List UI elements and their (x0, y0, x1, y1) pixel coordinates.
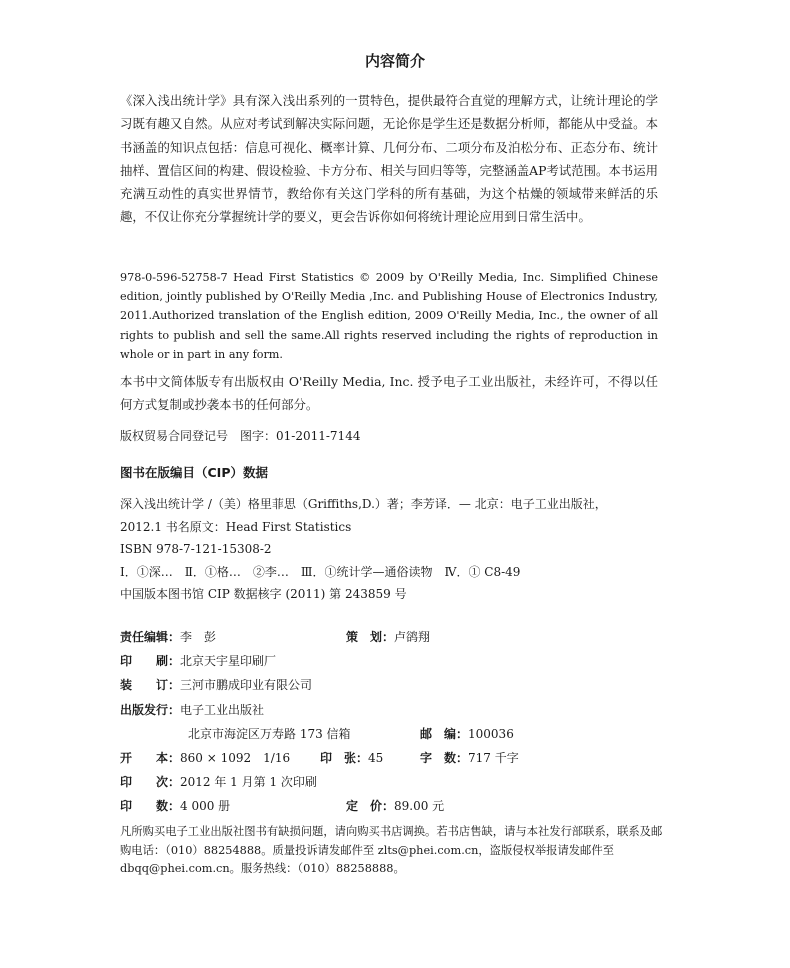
price-value: 89.00 元 (394, 799, 445, 814)
info-row-printer (120, 652, 680, 676)
cip-line: 2012.1 书名原文：Head First Statistics (120, 519, 352, 534)
cip-heading: 图书在版编目（CIP）数据 (120, 465, 268, 480)
binder-value: 三河市鹏成印业有限公司 (180, 678, 313, 693)
planner-value: 卢鹆翔 (394, 630, 431, 644)
info-row-edition (120, 773, 680, 797)
info-row-editor (120, 628, 680, 652)
copyright-notice-english: 978-0-596-52758-7 Head First Statistics © 2009 by O'Reilly Media, Inc. Simplified Chinese edition, jointly published by O'Reilly Media ,Inc. and Publishing House of Electronics Industry, 2011.Authorized translation of the English edition, 2009 O'Reilly Media, Inc., the owner of all rights to publish and sell the same.All rights reserved including the rights of reproduction in whole or in part in any form. (120, 271, 658, 361)
binder-label: 装 订： (120, 678, 181, 693)
page-title: 内容简介 (364, 52, 425, 70)
cip-line: 深入浅出统计学 /（美）格里菲思（Griffiths,D.）著；李芳译．— 北京：电子工业出版社， (120, 497, 607, 511)
edition-value: 2012 年 1 月第 1 次印刷 (180, 775, 317, 790)
info-row-format (120, 749, 680, 773)
info-row-address (120, 725, 680, 749)
contract-registration: 版权贸易合同登记号 图字：01-2011-7144 (120, 429, 361, 443)
address-value: 北京市海淀区万寿路 173 信箱 (188, 726, 351, 741)
cip-data (120, 493, 668, 606)
intro-paragraph: 《深入浅出统计学》具有深入浅出系列的一贯特色，提供最符合直觉的理解方式，让统计理论的学习既有趣又自然。从应对考试到解决实际问题，无论你是学生还是数据分析师，都能从中受益。本书涵盖的知识点包括：信息可视化、概率计算、几何分布、二项分布及泊松分布、正态分布、统计抽样、置信区间的构建、假设检验、卡方分布、相关与回归等等，完整涵盖AP考试范围。本书运用充满互动性的真实世界情节，教给你有关这门学科的所有基础，为这个枯燥的领域带来鲜活的乐趣，不仅让你充分掌握统计学的要义，更会告诉你如何将统计理论应用到日常生活中。 (120, 93, 658, 225)
info-row-copies (120, 797, 680, 821)
planner-label: 策 划： (346, 630, 395, 644)
publication-info (120, 628, 680, 822)
publisher-value: 电子工业出版社 (180, 702, 265, 717)
words-value: 717 千字 (468, 750, 519, 765)
words-label: 字 数： (420, 750, 469, 765)
info-row-binder (120, 676, 680, 700)
cip-line: ISBN 978-7-121-15308-2 (120, 542, 272, 556)
printer-value: 北京天宇星印刷厂 (180, 654, 277, 669)
format-label: 开 本： (120, 750, 181, 765)
edition-label: 印 次： (120, 775, 181, 790)
postcode-label: 邮 编： (420, 726, 469, 741)
cip-line: Ⅰ．①深… Ⅱ．①格… ②李… Ⅲ．①统计学—通俗读物 Ⅳ．① C8-49 (120, 564, 521, 579)
rights-notice-chinese: 本书中文简体版专有出版权由 O'Reilly Media, Inc. 授予电子工业出版社，未经许可，不得以任何方式复制或抄袭本书的任何部分。 (120, 374, 658, 413)
editor-value: 李 彭 (180, 630, 217, 644)
price-label: 定 价： (346, 799, 395, 814)
sheets-value: 45 (368, 750, 384, 765)
publisher-label: 出版发行： (120, 702, 181, 717)
cip-line: 中国版本图书馆 CIP 数据核字 (2011) 第 243859 号 (120, 587, 407, 601)
sheets-label: 印 张： (320, 750, 369, 765)
editor-label: 责任编辑： (120, 630, 181, 644)
copies-label: 印 数： (120, 799, 181, 814)
format-value: 860 × 1092 1/16 (180, 750, 291, 765)
postcode-value: 100036 (468, 726, 514, 741)
info-row-publisher (120, 701, 680, 725)
printer-label: 印 刷： (120, 654, 181, 669)
copies-value: 4 000 册 (180, 799, 231, 814)
footer-notice: 凡所购买电子工业出版社图书有缺损问题，请向购买书店调换。若书店售缺，请与本社发行部联系，联系及邮购电话：（010）88254888。质量投诉请发邮件至 zlts@phei.com.cn，盗版侵权举报请发邮件至 dbqq@phei.com.cn。服务热线：（010）88258888。 (120, 825, 663, 876)
